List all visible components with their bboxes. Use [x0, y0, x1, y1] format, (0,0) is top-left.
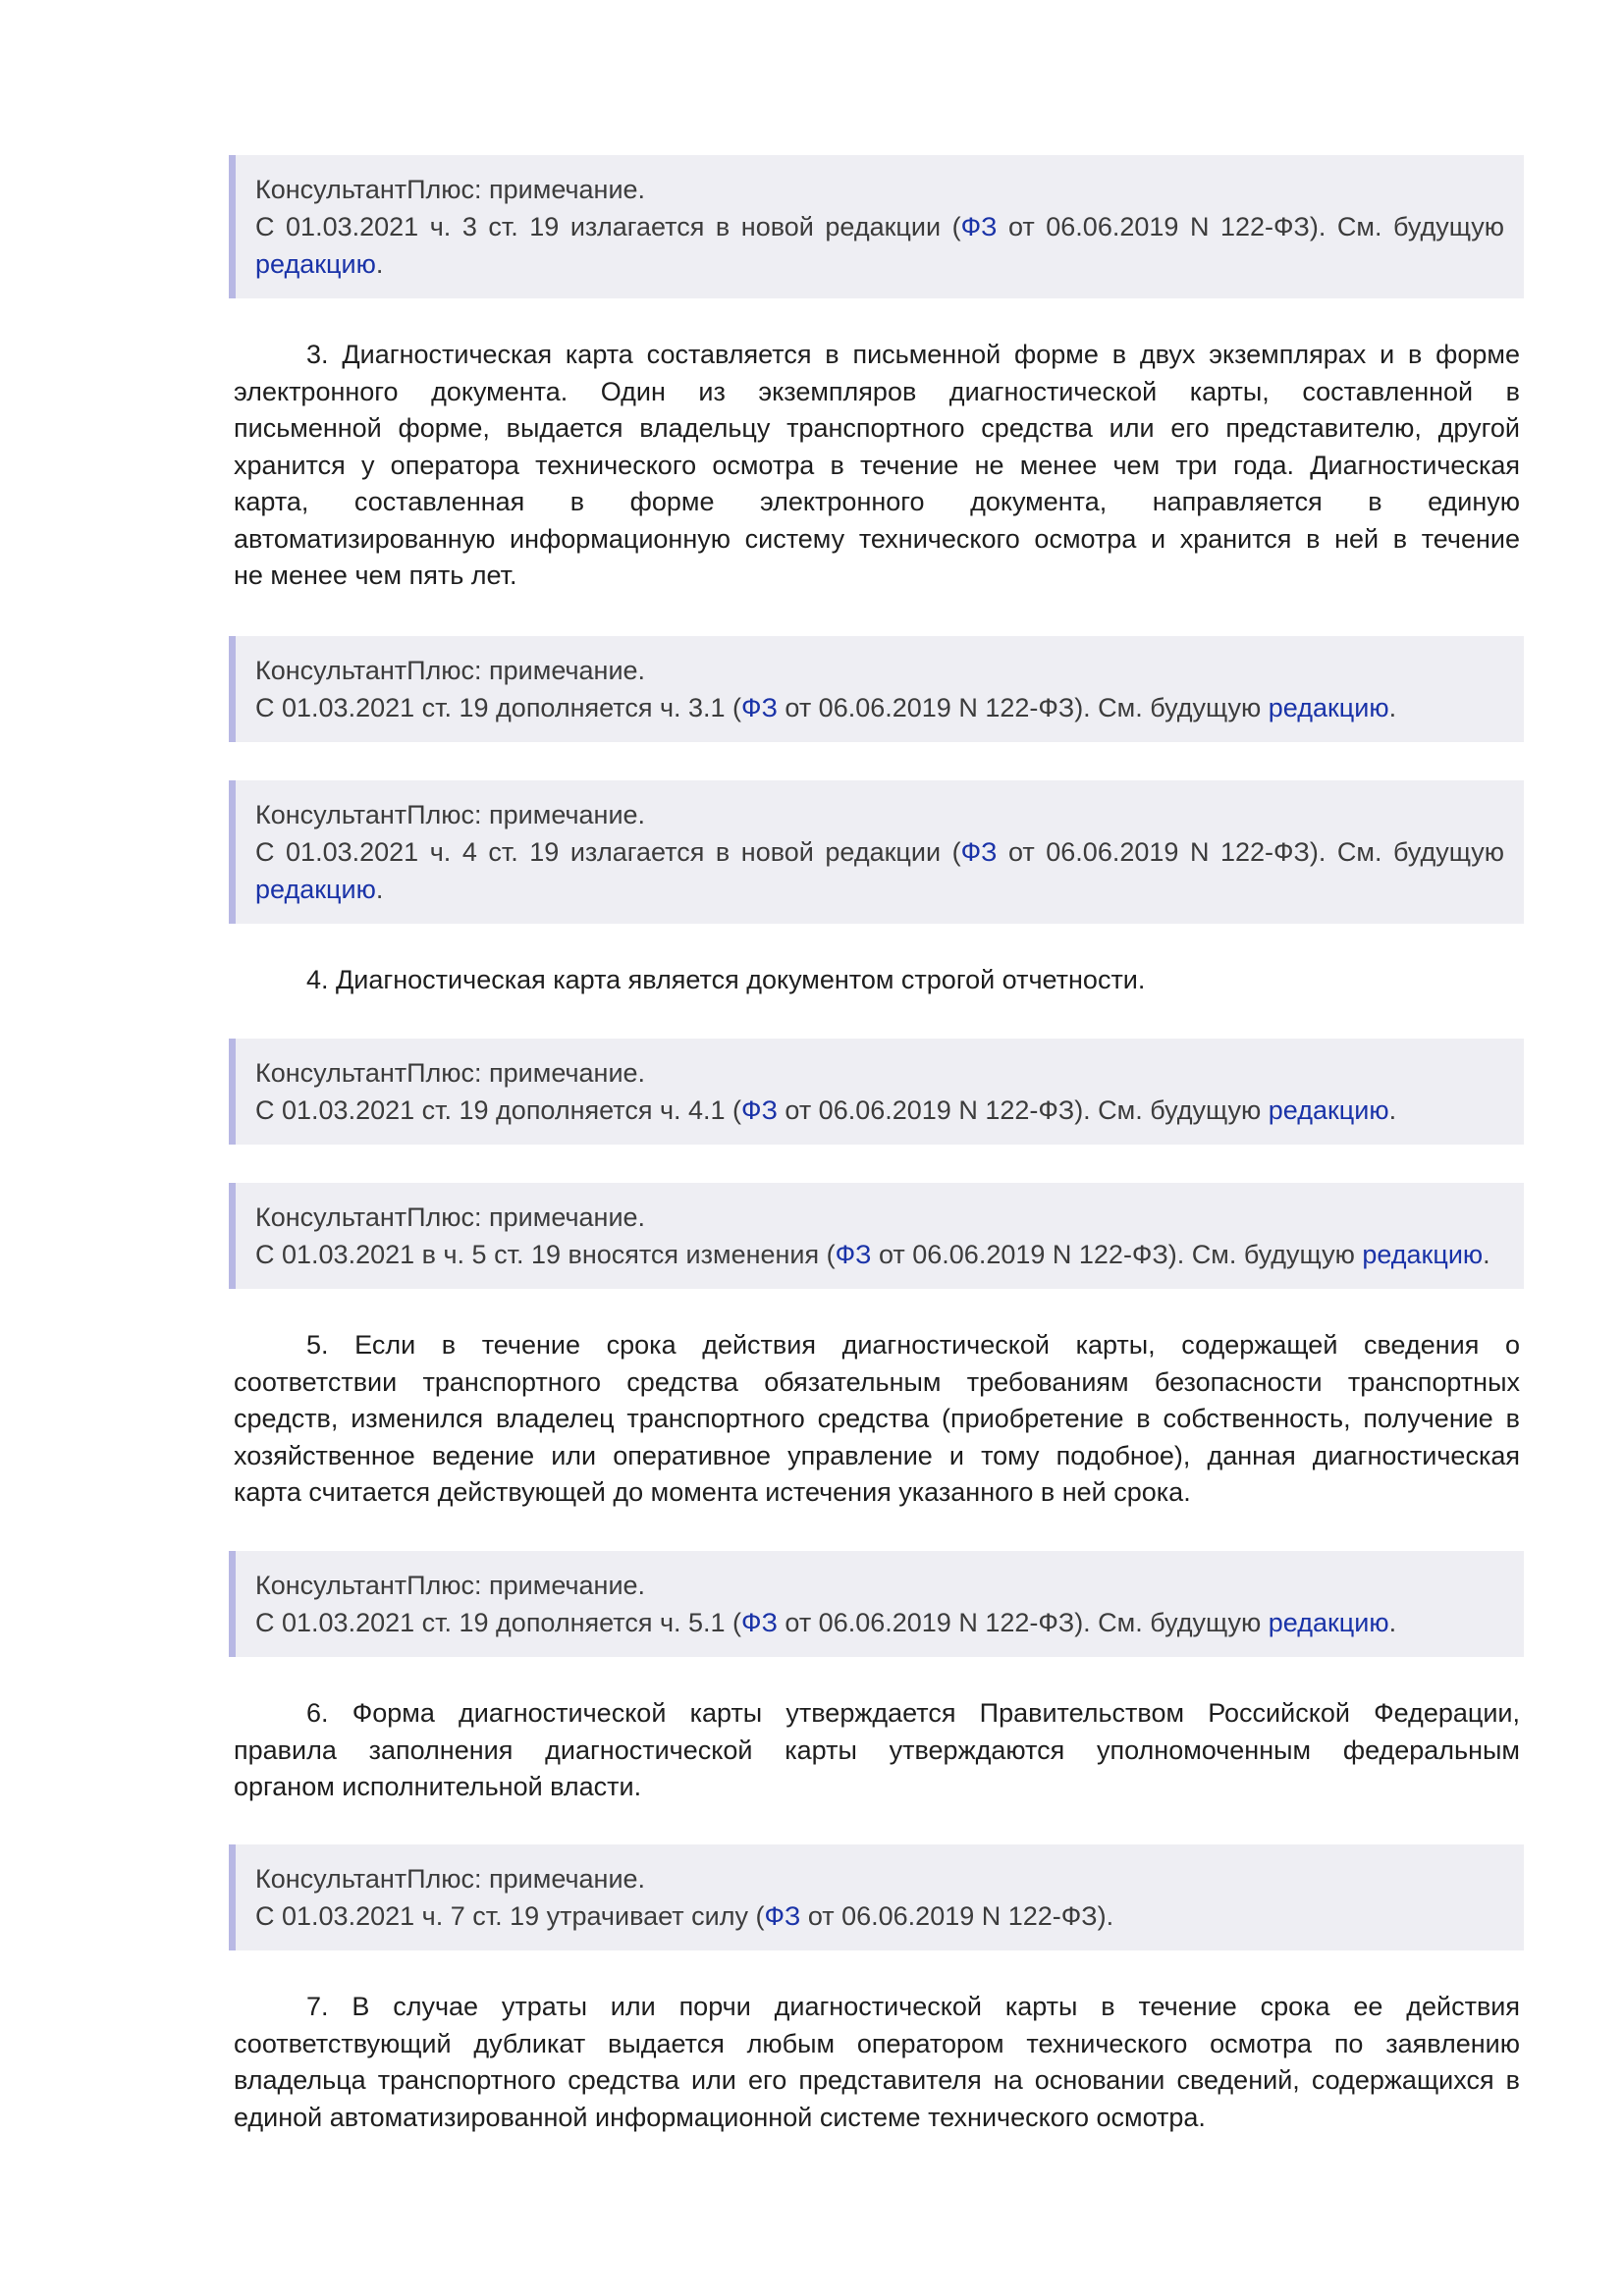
article-paragraph-5	[234, 1327, 1520, 1512]
law-link[interactable]: ФЗ	[960, 212, 998, 241]
paragraph-line: соответствии транспортного средства обязательным требованиям безопасности транспортных	[234, 1366, 1520, 1397]
paragraph-line: письменной форме, выдается владельцу транспортного средства или его представителю, другой	[234, 413, 1520, 443]
edition-link[interactable]: редакцию	[255, 875, 376, 904]
law-link[interactable]: ФЗ	[835, 1240, 872, 1269]
paragraph-line: 6. Форма диагностической карты утверждается Правительством Российской Федерации,	[306, 1698, 1520, 1728]
paragraph-line: соответствующий дубликат выдается любым оператором технического осмотра по заявлению	[234, 2028, 1520, 2058]
note-line: С 01.03.2021 в ч. 5 ст. 19 вносятся изменения (ФЗ от 06.06.2019 N 122-ФЗ). См. будущую редакцию.	[255, 1240, 1490, 1269]
law-link[interactable]: ФЗ	[764, 1901, 801, 1931]
paragraph-line: карта считается действующей до момента истечения указанного в ней срока.	[234, 1477, 1191, 1507]
law-link[interactable]: ФЗ	[960, 837, 998, 867]
article-paragraph-6	[234, 1695, 1520, 1806]
consultant-note	[229, 636, 1524, 742]
paragraph-line: единой автоматизированной информационной системе технического осмотра.	[234, 2102, 1206, 2132]
consultant-note	[229, 1551, 1524, 1657]
paragraph-line: электронного документа. Один из экземпляров диагностической карты, составленной в	[234, 376, 1520, 406]
note-title: КонсультантПлюс: примечание.	[255, 1058, 646, 1088]
paragraph-line: средств, изменился владелец транспортного средства (приобретение в собственность, получение в	[234, 1404, 1520, 1433]
law-link[interactable]: ФЗ	[741, 693, 778, 722]
edition-link[interactable]: редакцию	[255, 249, 376, 279]
edition-link[interactable]: редакцию	[1362, 1240, 1484, 1269]
note-line: С 01.03.2021 ст. 19 дополняется ч. 3.1 (ФЗ от 06.06.2019 N 122-ФЗ). См. будущую редакцию.	[255, 693, 1397, 722]
note-title: КонсультантПлюс: примечание.	[255, 800, 646, 829]
consultant-note	[229, 1183, 1524, 1289]
paragraph-line: не менее чем пять лет.	[234, 561, 517, 590]
paragraph-line: 3. Диагностическая карта составляется в письменной форме в двух экземплярах и в форме	[306, 340, 1520, 369]
note-line: С 01.03.2021 ч. 4 ст. 19 излагается в новой редакции (ФЗ от 06.06.2019 N 122-ФЗ). См. будущую	[255, 837, 1504, 867]
paragraph-line: хранится у оператора технического осмотра в течение не менее чем три года. Диагностическая	[234, 450, 1520, 480]
edition-link[interactable]: редакцию	[1268, 1608, 1389, 1637]
note-title: КонсультантПлюс: примечание.	[255, 1202, 646, 1232]
note-line: С 01.03.2021 ст. 19 дополняется ч. 4.1 (ФЗ от 06.06.2019 N 122-ФЗ). См. будущую редакцию.	[255, 1095, 1397, 1125]
consultant-note	[229, 1844, 1524, 1950]
paragraph-line: карта, составленная в форме электронного документа, направляется в единую	[234, 487, 1520, 516]
article-paragraph-3	[234, 337, 1520, 595]
article-paragraph-7	[234, 1989, 1520, 2136]
article-paragraph-4	[234, 962, 1520, 999]
note-line: редакцию.	[255, 249, 384, 279]
paragraph-line: 5. Если в течение срока действия диагностической карты, содержащей сведения о	[306, 1330, 1520, 1360]
law-link[interactable]: ФЗ	[741, 1608, 778, 1637]
note-line: С 01.03.2021 ч. 3 ст. 19 излагается в новой редакции (ФЗ от 06.06.2019 N 122-ФЗ). См. будущую	[255, 212, 1504, 241]
note-line: С 01.03.2021 ч. 7 ст. 19 утрачивает силу (ФЗ от 06.06.2019 N 122-ФЗ).	[255, 1901, 1114, 1931]
paragraph-line: 4. Диагностическая карта является документом строгой отчетности.	[306, 965, 1146, 994]
paragraph-line: правила заполнения диагностической карты утверждаются уполномоченным федеральным	[234, 1735, 1520, 1765]
note-line: С 01.03.2021 ст. 19 дополняется ч. 5.1 (ФЗ от 06.06.2019 N 122-ФЗ). См. будущую редакцию.	[255, 1608, 1397, 1637]
paragraph-line: владельца транспортного средства или его представителя на основании сведений, содержащихся в	[234, 2065, 1520, 2095]
paragraph-line: автоматизированную информационную систему технического осмотра и хранится в ней в течение	[234, 523, 1520, 554]
paragraph-line: 7. В случае утраты или порчи диагностической карты в течение срока ее действия	[306, 1992, 1520, 2021]
consultant-note	[229, 1039, 1524, 1145]
consultant-note	[229, 155, 1524, 298]
paragraph-line: хозяйственное ведение или оперативное управление и тому подобное), данная диагностическая	[234, 1440, 1520, 1470]
consultant-note	[229, 780, 1524, 924]
paragraph-line: органом исполнительной власти.	[234, 1772, 642, 1801]
note-title: КонсультантПлюс: примечание.	[255, 1864, 646, 1894]
edition-link[interactable]: редакцию	[1268, 693, 1389, 722]
edition-link[interactable]: редакцию	[1268, 1095, 1389, 1125]
law-link[interactable]: ФЗ	[741, 1095, 778, 1125]
note-title: КонсультантПлюс: примечание.	[255, 1571, 646, 1600]
note-line: редакцию.	[255, 875, 384, 904]
note-title: КонсультантПлюс: примечание.	[255, 175, 646, 204]
note-title: КонсультантПлюс: примечание.	[255, 656, 646, 685]
